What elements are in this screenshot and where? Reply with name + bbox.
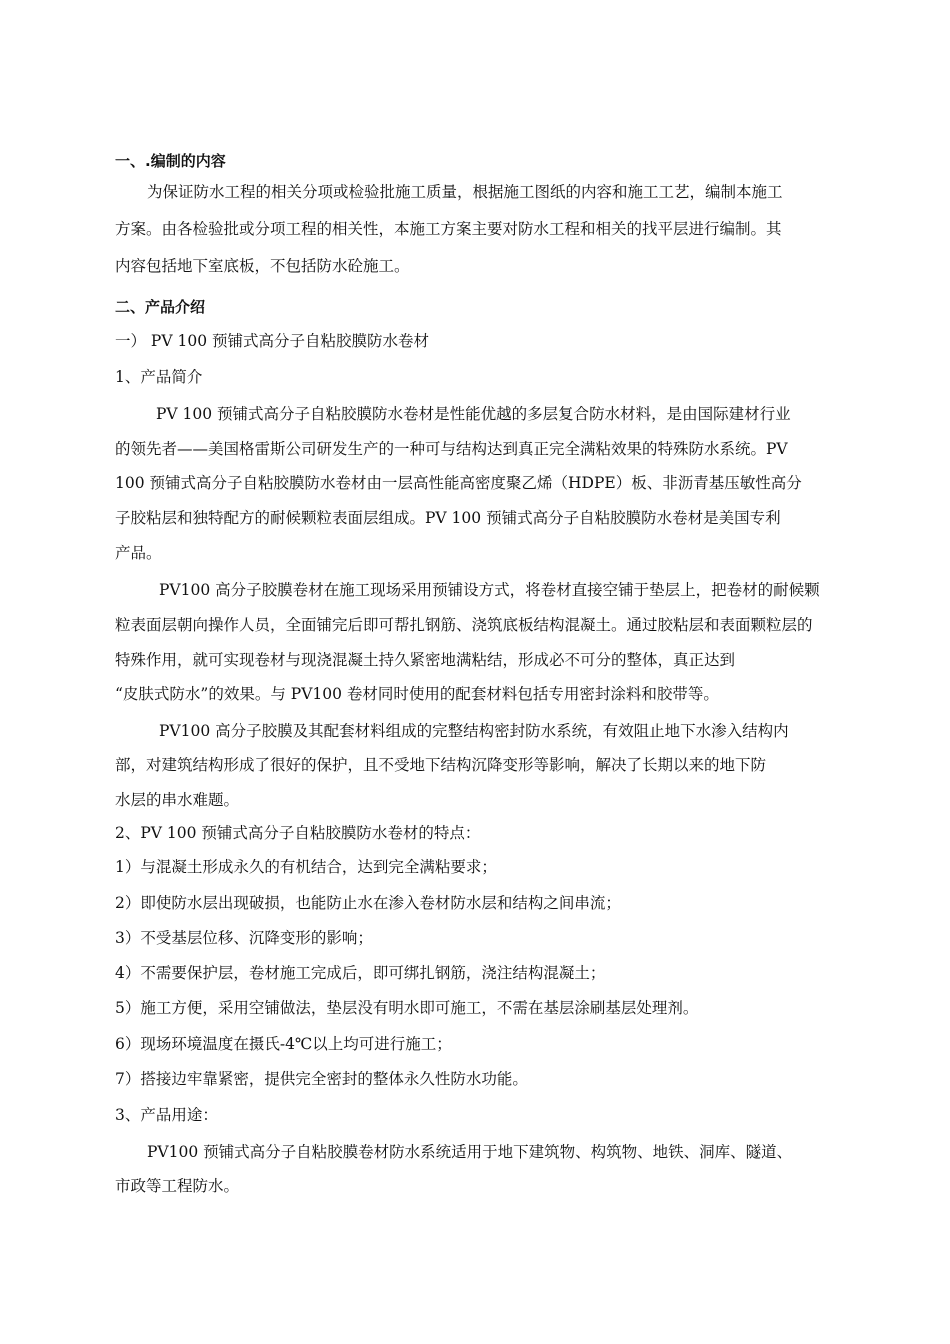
paragraph-line: 部，对建筑结构形成了很好的保护，且不受地下结构沉降变形等影响，解决了长期以来的地下防: [115, 756, 767, 774]
feature-item: 7）搭接边牢靠紧密，提供完全密封的整体永久性防水功能。: [115, 1070, 528, 1088]
section-heading-2: 二、产品介绍: [115, 298, 206, 316]
features-title: 2、PV 100 预铺式高分子自粘胶膜防水卷材的特点：: [115, 824, 481, 842]
feature-item: 2）即使防水层出现破损，也能防止水在渗入卷材防水层和结构之间串流；: [115, 894, 621, 912]
feature-item: 6）现场环境温度在摄氏-4℃以上均可进行施工；: [115, 1035, 452, 1053]
paragraph-line: 为保证防水工程的相关分项或检验批施工质量，根据施工图纸的内容和施工工艺，编制本施工: [147, 183, 783, 201]
section-heading-1: 一、.编制的内容: [115, 152, 226, 170]
paragraph-line: PV 100 预铺式高分子自粘胶膜防水卷材是性能优越的多层复合防水材料，是由国际建材行业: [156, 405, 791, 423]
paragraph-line: 产品。: [115, 544, 162, 562]
paragraph-line: 的领先者——美国格雷斯公司研发生产的一种可与结构达到真正完全满粘效果的特殊防水系统。PV: [115, 440, 788, 458]
paragraph-line: “皮肤式防水”的效果。与 PV100 卷材同时使用的配套材料包括专用密封涂料和胶带等。: [115, 685, 719, 703]
feature-item: 3）不受基层位移、沉降变形的影响；: [115, 929, 373, 947]
paragraph-line: 方案。由各检验批或分项工程的相关性，本施工方案主要对防水工程和相关的找平层进行编制。其: [115, 220, 782, 238]
paragraph-line: 100 预铺式高分子自粘胶膜防水卷材由一层高性能高密度聚乙烯（HDPE）板、非沥青基压敏性高分: [115, 474, 802, 492]
intro-title: 1、产品简介: [115, 368, 203, 386]
paragraph-line: 子胶粘层和独特配方的耐候颗粒表面层组成。PV 100 预铺式高分子自粘胶膜防水卷材是美国专利: [115, 509, 781, 527]
subheading: 一） PV 100 预铺式高分子自粘胶膜防水卷材: [115, 332, 429, 350]
paragraph-line: PV100 预铺式高分子自粘胶膜卷材防水系统适用于地下建筑物、构筑物、地铁、洞库、隧道、: [147, 1143, 793, 1161]
paragraph-line: PV100 高分子胶膜卷材在施工现场采用预铺设方式，将卷材直接空铺于垫层上，把卷材的耐候颗: [159, 581, 820, 599]
feature-item: 5）施工方便，采用空铺做法，垫层没有明水即可施工，不需在基层涂刷基层处理剂。: [115, 999, 699, 1017]
paragraph-line: PV100 高分子胶膜及其配套材料组成的完整结构密封防水系统，有效阻止地下水渗入结构内: [159, 722, 789, 740]
usage-title: 3、产品用途：: [115, 1106, 218, 1124]
paragraph-line: 市政等工程防水。: [115, 1177, 240, 1195]
paragraph-line: 水层的串水难题。: [115, 791, 240, 809]
feature-item: 1）与混凝土形成永久的有机结合，达到完全满粘要求；: [115, 858, 497, 876]
paragraph-line: 内容包括地下室底板，不包括防水砼施工。: [115, 257, 410, 275]
paragraph-line: 粒表面层朝向操作人员，全面铺完后即可帮扎钢筋、浇筑底板结构混凝土。通过胶粘层和表面颗粒层的: [115, 616, 813, 634]
feature-item: 4）不需要保护层，卷材施工完成后，即可绑扎钢筋，浇注结构混凝土；: [115, 964, 606, 982]
paragraph-line: 特殊作用，就可实现卷材与现浇混凝土持久紧密地满粘结，形成必不可分的整体，真正达到: [115, 651, 736, 669]
